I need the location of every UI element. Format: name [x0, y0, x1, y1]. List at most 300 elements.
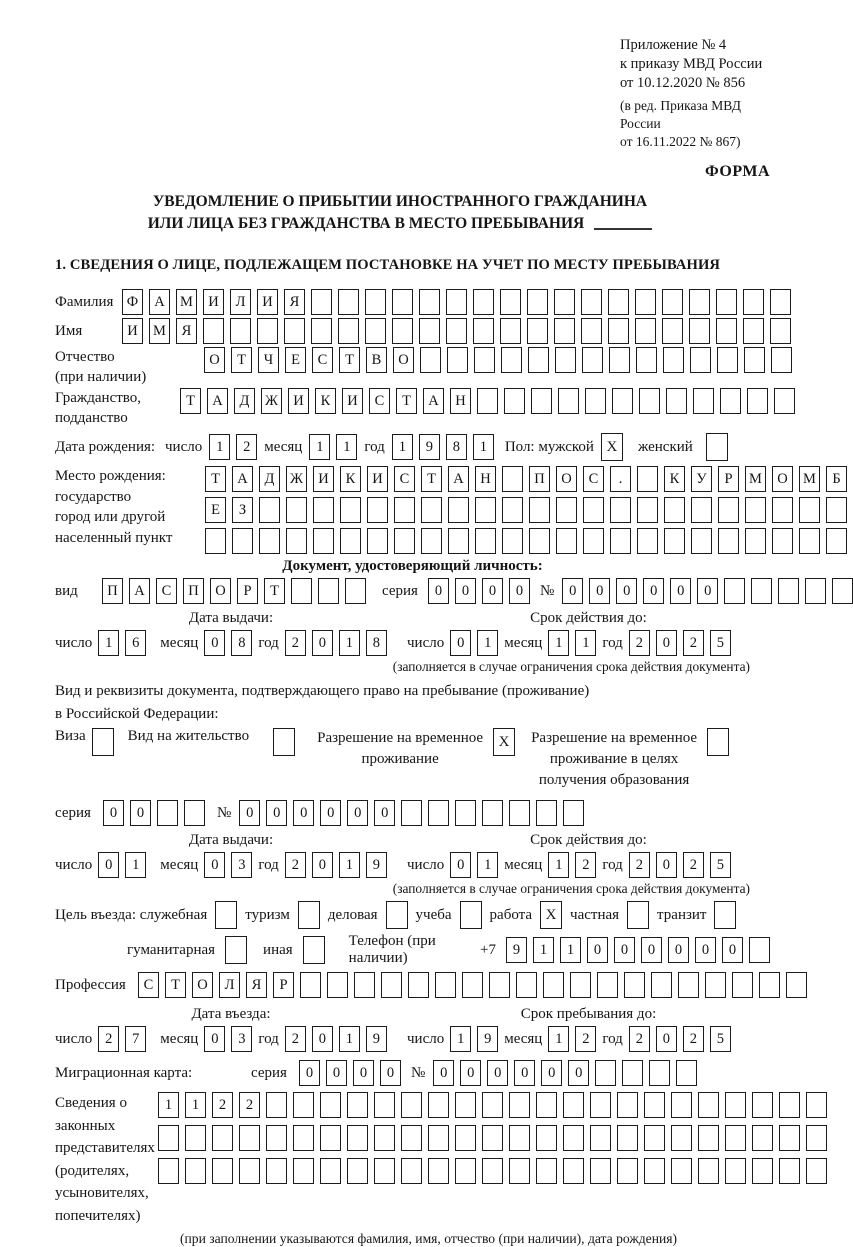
char-cell[interactable]	[259, 528, 280, 554]
char-cell[interactable]	[300, 972, 321, 998]
char-cell[interactable]: Т	[339, 347, 360, 373]
birth-month-boxes[interactable]	[309, 434, 357, 460]
entry-month-boxes[interactable]	[204, 1026, 252, 1052]
char-cell[interactable]: М	[176, 289, 197, 315]
char-cell[interactable]	[799, 528, 820, 554]
char-cell[interactable]: 0	[656, 852, 677, 878]
char-cell[interactable]	[717, 347, 738, 373]
char-cell[interactable]	[502, 497, 523, 523]
char-cell[interactable]: Д	[234, 388, 255, 414]
char-cell[interactable]: 1	[477, 852, 498, 878]
phone-boxes[interactable]	[506, 937, 770, 963]
char-cell[interactable]	[482, 1158, 503, 1184]
char-cell[interactable]	[608, 318, 629, 344]
char-cell[interactable]	[419, 318, 440, 344]
char-cell[interactable]: 0	[428, 578, 449, 604]
char-cell[interactable]: Е	[285, 347, 306, 373]
char-cell[interactable]	[185, 1125, 206, 1151]
char-cell[interactable]	[392, 318, 413, 344]
char-cell[interactable]: 0	[695, 937, 716, 963]
res-issue-year-boxes[interactable]	[285, 852, 387, 878]
chastnaya-checkbox[interactable]	[627, 901, 649, 929]
char-cell[interactable]	[340, 528, 361, 554]
char-cell[interactable]: 1	[473, 434, 494, 460]
char-cell[interactable]: Т	[421, 466, 442, 492]
gumanitarnaya-checkbox[interactable]	[225, 936, 247, 964]
char-cell[interactable]: 1	[548, 852, 569, 878]
entry-year-boxes[interactable]	[285, 1026, 387, 1052]
char-cell[interactable]	[408, 972, 429, 998]
char-cell[interactable]: О	[393, 347, 414, 373]
char-cell[interactable]	[610, 497, 631, 523]
char-cell[interactable]: М	[745, 466, 766, 492]
char-cell[interactable]	[266, 1092, 287, 1118]
char-cell[interactable]	[374, 1092, 395, 1118]
char-cell[interactable]: А	[129, 578, 150, 604]
legal-reps-row3-boxes[interactable]	[158, 1158, 827, 1184]
char-cell[interactable]	[536, 800, 557, 826]
char-cell[interactable]: 5	[710, 1026, 731, 1052]
char-cell[interactable]: С	[394, 466, 415, 492]
char-cell[interactable]: 9	[366, 1026, 387, 1052]
char-cell[interactable]: 0	[266, 800, 287, 826]
char-cell[interactable]: К	[315, 388, 336, 414]
char-cell[interactable]	[475, 528, 496, 554]
patronymic-boxes[interactable]	[204, 347, 792, 373]
char-cell[interactable]: П	[102, 578, 123, 604]
char-cell[interactable]	[637, 528, 658, 554]
char-cell[interactable]: Т	[205, 466, 226, 492]
char-cell[interactable]: А	[448, 466, 469, 492]
char-cell[interactable]	[482, 1125, 503, 1151]
char-cell[interactable]	[475, 497, 496, 523]
char-cell[interactable]: 2	[98, 1026, 119, 1052]
char-cell[interactable]	[286, 528, 307, 554]
char-cell[interactable]	[556, 497, 577, 523]
char-cell[interactable]	[806, 1092, 827, 1118]
char-cell[interactable]: Т	[165, 972, 186, 998]
char-cell[interactable]	[597, 972, 618, 998]
char-cell[interactable]	[500, 318, 521, 344]
char-cell[interactable]	[678, 972, 699, 998]
char-cell[interactable]: 2	[683, 630, 704, 656]
char-cell[interactable]	[799, 497, 820, 523]
char-cell[interactable]	[446, 289, 467, 315]
char-cell[interactable]	[205, 528, 226, 554]
char-cell[interactable]: П	[529, 466, 550, 492]
char-cell[interactable]: 3	[231, 852, 252, 878]
char-cell[interactable]: С	[138, 972, 159, 998]
char-cell[interactable]: 1	[336, 434, 357, 460]
char-cell[interactable]	[582, 347, 603, 373]
char-cell[interactable]	[583, 497, 604, 523]
char-cell[interactable]	[663, 347, 684, 373]
char-cell[interactable]: К	[664, 466, 685, 492]
char-cell[interactable]: 0	[239, 800, 260, 826]
char-cell[interactable]	[671, 1125, 692, 1151]
char-cell[interactable]: 0	[353, 1060, 374, 1086]
legal-reps-row1-boxes[interactable]	[158, 1092, 827, 1118]
char-cell[interactable]	[320, 1158, 341, 1184]
char-cell[interactable]	[509, 1125, 530, 1151]
char-cell[interactable]: Я	[176, 318, 197, 344]
char-cell[interactable]: 0	[697, 578, 718, 604]
char-cell[interactable]	[745, 528, 766, 554]
char-cell[interactable]	[725, 1092, 746, 1118]
char-cell[interactable]: 0	[204, 630, 225, 656]
char-cell[interactable]	[581, 289, 602, 315]
char-cell[interactable]	[563, 1158, 584, 1184]
char-cell[interactable]	[732, 972, 753, 998]
char-cell[interactable]: И	[203, 289, 224, 315]
char-cell[interactable]	[666, 388, 687, 414]
char-cell[interactable]	[184, 800, 205, 826]
char-cell[interactable]: 0	[614, 937, 635, 963]
char-cell[interactable]: 9	[506, 937, 527, 963]
stay-year-boxes[interactable]	[629, 1026, 731, 1052]
char-cell[interactable]: 1	[339, 1026, 360, 1052]
char-cell[interactable]: 3	[231, 1026, 252, 1052]
char-cell[interactable]	[805, 578, 826, 604]
char-cell[interactable]	[612, 388, 633, 414]
char-cell[interactable]	[583, 528, 604, 554]
doc-valid-month-boxes[interactable]	[548, 630, 596, 656]
char-cell[interactable]	[617, 1158, 638, 1184]
char-cell[interactable]	[770, 318, 791, 344]
res-valid-year-boxes[interactable]	[629, 852, 731, 878]
char-cell[interactable]: Д	[259, 466, 280, 492]
char-cell[interactable]	[608, 289, 629, 315]
char-cell[interactable]: Л	[219, 972, 240, 998]
doc-valid-year-boxes[interactable]	[629, 630, 731, 656]
char-cell[interactable]	[482, 800, 503, 826]
char-cell[interactable]: 0	[204, 852, 225, 878]
char-cell[interactable]: 1	[450, 1026, 471, 1052]
char-cell[interactable]: 2	[575, 1026, 596, 1052]
char-cell[interactable]	[293, 1125, 314, 1151]
char-cell[interactable]	[212, 1125, 233, 1151]
char-cell[interactable]	[716, 318, 737, 344]
char-cell[interactable]	[401, 1125, 422, 1151]
char-cell[interactable]	[338, 289, 359, 315]
char-cell[interactable]	[826, 497, 847, 523]
birth-place-row2-boxes[interactable]	[205, 497, 847, 523]
temp-residence-checkbox[interactable]: X	[493, 728, 515, 756]
char-cell[interactable]	[644, 1158, 665, 1184]
char-cell[interactable]: 1	[548, 1026, 569, 1052]
char-cell[interactable]	[689, 289, 710, 315]
char-cell[interactable]	[347, 1092, 368, 1118]
temp-residence-edu-checkbox[interactable]	[707, 728, 729, 756]
char-cell[interactable]: 9	[477, 1026, 498, 1052]
char-cell[interactable]: 0	[482, 578, 503, 604]
char-cell[interactable]: 0	[455, 578, 476, 604]
char-cell[interactable]	[691, 497, 712, 523]
char-cell[interactable]: 0	[656, 1026, 677, 1052]
doc-type-boxes[interactable]	[102, 578, 366, 604]
char-cell[interactable]: 0	[589, 578, 610, 604]
char-cell[interactable]	[563, 1092, 584, 1118]
char-cell[interactable]: 0	[98, 852, 119, 878]
char-cell[interactable]: 1	[158, 1092, 179, 1118]
char-cell[interactable]	[291, 578, 312, 604]
char-cell[interactable]	[644, 1092, 665, 1118]
char-cell[interactable]	[617, 1092, 638, 1118]
char-cell[interactable]: 0	[668, 937, 689, 963]
char-cell[interactable]: Б	[826, 466, 847, 492]
char-cell[interactable]	[770, 289, 791, 315]
char-cell[interactable]	[158, 1158, 179, 1184]
gender-female-checkbox[interactable]	[706, 433, 728, 461]
char-cell[interactable]	[745, 497, 766, 523]
doc-number-boxes[interactable]	[562, 578, 853, 604]
turizm-checkbox[interactable]	[298, 901, 320, 929]
char-cell[interactable]	[590, 1125, 611, 1151]
char-cell[interactable]	[698, 1092, 719, 1118]
char-cell[interactable]	[374, 1158, 395, 1184]
char-cell[interactable]	[570, 972, 591, 998]
char-cell[interactable]	[320, 1092, 341, 1118]
char-cell[interactable]: У	[691, 466, 712, 492]
char-cell[interactable]	[509, 1092, 530, 1118]
char-cell[interactable]: М	[799, 466, 820, 492]
char-cell[interactable]	[531, 388, 552, 414]
char-cell[interactable]	[311, 318, 332, 344]
char-cell[interactable]: 2	[575, 852, 596, 878]
char-cell[interactable]	[664, 528, 685, 554]
birth-day-boxes[interactable]	[209, 434, 257, 460]
doc-valid-day-boxes[interactable]	[450, 630, 498, 656]
char-cell[interactable]: 0	[562, 578, 583, 604]
char-cell[interactable]: 5	[710, 630, 731, 656]
char-cell[interactable]	[421, 528, 442, 554]
char-cell[interactable]	[635, 289, 656, 315]
char-cell[interactable]	[500, 289, 521, 315]
char-cell[interactable]	[698, 1125, 719, 1151]
char-cell[interactable]: Я	[246, 972, 267, 998]
char-cell[interactable]	[759, 972, 780, 998]
char-cell[interactable]: 2	[629, 1026, 650, 1052]
char-cell[interactable]	[420, 347, 441, 373]
char-cell[interactable]	[720, 388, 741, 414]
char-cell[interactable]	[558, 388, 579, 414]
char-cell[interactable]	[749, 937, 770, 963]
char-cell[interactable]	[401, 1158, 422, 1184]
char-cell[interactable]: 1	[339, 630, 360, 656]
char-cell[interactable]: 2	[285, 630, 306, 656]
char-cell[interactable]	[529, 497, 550, 523]
char-cell[interactable]: 0	[326, 1060, 347, 1086]
char-cell[interactable]	[752, 1125, 773, 1151]
char-cell[interactable]	[477, 388, 498, 414]
char-cell[interactable]	[563, 800, 584, 826]
char-cell[interactable]	[639, 388, 660, 414]
char-cell[interactable]	[786, 972, 807, 998]
res-valid-day-boxes[interactable]	[450, 852, 498, 878]
char-cell[interactable]	[528, 347, 549, 373]
char-cell[interactable]	[635, 318, 656, 344]
mig-number-boxes[interactable]	[433, 1060, 697, 1086]
char-cell[interactable]	[286, 497, 307, 523]
char-cell[interactable]	[536, 1158, 557, 1184]
char-cell[interactable]: Р	[273, 972, 294, 998]
stay-day-boxes[interactable]	[450, 1026, 498, 1052]
char-cell[interactable]	[239, 1158, 260, 1184]
char-cell[interactable]: 0	[487, 1060, 508, 1086]
char-cell[interactable]: 2	[236, 434, 257, 460]
char-cell[interactable]: 5	[710, 852, 731, 878]
char-cell[interactable]: Ч	[258, 347, 279, 373]
char-cell[interactable]	[662, 318, 683, 344]
char-cell[interactable]	[662, 289, 683, 315]
char-cell[interactable]	[338, 318, 359, 344]
rabota-checkbox[interactable]: X	[540, 901, 562, 929]
char-cell[interactable]	[428, 1092, 449, 1118]
res-series-boxes[interactable]	[103, 800, 205, 826]
char-cell[interactable]	[185, 1158, 206, 1184]
char-cell[interactable]	[527, 318, 548, 344]
char-cell[interactable]	[590, 1092, 611, 1118]
char-cell[interactable]	[482, 1092, 503, 1118]
char-cell[interactable]	[751, 578, 772, 604]
char-cell[interactable]	[428, 800, 449, 826]
char-cell[interactable]: Н	[450, 388, 471, 414]
char-cell[interactable]	[455, 1125, 476, 1151]
char-cell[interactable]	[610, 528, 631, 554]
char-cell[interactable]: 2	[212, 1092, 233, 1118]
char-cell[interactable]	[527, 289, 548, 315]
res-issue-month-boxes[interactable]	[204, 852, 252, 878]
char-cell[interactable]: М	[149, 318, 170, 344]
char-cell[interactable]: И	[367, 466, 388, 492]
char-cell[interactable]	[455, 800, 476, 826]
char-cell[interactable]: П	[183, 578, 204, 604]
char-cell[interactable]	[381, 972, 402, 998]
res-issue-day-boxes[interactable]	[98, 852, 146, 878]
char-cell[interactable]	[536, 1125, 557, 1151]
char-cell[interactable]: 9	[419, 434, 440, 460]
char-cell[interactable]: 0	[514, 1060, 535, 1086]
char-cell[interactable]: 0	[380, 1060, 401, 1086]
char-cell[interactable]	[649, 1060, 670, 1086]
char-cell[interactable]	[718, 528, 739, 554]
char-cell[interactable]	[293, 1092, 314, 1118]
char-cell[interactable]: И	[122, 318, 143, 344]
char-cell[interactable]	[716, 289, 737, 315]
char-cell[interactable]	[554, 318, 575, 344]
char-cell[interactable]	[447, 347, 468, 373]
doc-issue-year-boxes[interactable]	[285, 630, 387, 656]
char-cell[interactable]: 0	[656, 630, 677, 656]
char-cell[interactable]: 2	[629, 630, 650, 656]
char-cell[interactable]	[516, 972, 537, 998]
char-cell[interactable]: О	[556, 466, 577, 492]
char-cell[interactable]	[401, 800, 422, 826]
char-cell[interactable]: 0	[450, 852, 471, 878]
char-cell[interactable]: 1	[477, 630, 498, 656]
char-cell[interactable]: 1	[339, 852, 360, 878]
name-boxes[interactable]	[122, 318, 791, 344]
char-cell[interactable]: С	[583, 466, 604, 492]
stay-month-boxes[interactable]	[548, 1026, 596, 1052]
char-cell[interactable]: 0	[312, 852, 333, 878]
gender-male-checkbox[interactable]: X	[601, 433, 623, 461]
char-cell[interactable]: 1	[560, 937, 581, 963]
char-cell[interactable]: 1	[575, 630, 596, 656]
char-cell[interactable]: Т	[396, 388, 417, 414]
char-cell[interactable]	[664, 497, 685, 523]
char-cell[interactable]: 2	[683, 1026, 704, 1052]
char-cell[interactable]	[448, 528, 469, 554]
char-cell[interactable]	[725, 1158, 746, 1184]
char-cell[interactable]	[502, 528, 523, 554]
char-cell[interactable]: З	[232, 497, 253, 523]
char-cell[interactable]	[257, 318, 278, 344]
char-cell[interactable]: 1	[98, 630, 119, 656]
inaya-checkbox[interactable]	[303, 936, 325, 964]
char-cell[interactable]: 0	[374, 800, 395, 826]
char-cell[interactable]	[394, 528, 415, 554]
char-cell[interactable]	[636, 347, 657, 373]
char-cell[interactable]: 0	[509, 578, 530, 604]
char-cell[interactable]	[752, 1092, 773, 1118]
char-cell[interactable]: 8	[366, 630, 387, 656]
char-cell[interactable]	[705, 972, 726, 998]
tranzit-checkbox[interactable]	[714, 901, 736, 929]
char-cell[interactable]: И	[257, 289, 278, 315]
char-cell[interactable]	[671, 1158, 692, 1184]
char-cell[interactable]	[622, 1060, 643, 1086]
char-cell[interactable]: А	[232, 466, 253, 492]
char-cell[interactable]: Я	[284, 289, 305, 315]
birth-place-row3-boxes[interactable]	[205, 528, 847, 554]
char-cell[interactable]: Т	[180, 388, 201, 414]
char-cell[interactable]	[671, 1092, 692, 1118]
char-cell[interactable]: 0	[130, 800, 151, 826]
char-cell[interactable]	[203, 318, 224, 344]
char-cell[interactable]: 1	[533, 937, 554, 963]
char-cell[interactable]: Т	[231, 347, 252, 373]
char-cell[interactable]: 0	[204, 1026, 225, 1052]
char-cell[interactable]	[806, 1158, 827, 1184]
char-cell[interactable]	[554, 289, 575, 315]
char-cell[interactable]	[428, 1158, 449, 1184]
res-number-boxes[interactable]	[239, 800, 584, 826]
char-cell[interactable]	[455, 1092, 476, 1118]
char-cell[interactable]: Т	[264, 578, 285, 604]
char-cell[interactable]	[556, 528, 577, 554]
res-valid-month-boxes[interactable]	[548, 852, 596, 878]
char-cell[interactable]	[345, 578, 366, 604]
char-cell[interactable]	[617, 1125, 638, 1151]
char-cell[interactable]	[771, 347, 792, 373]
char-cell[interactable]: И	[313, 466, 334, 492]
char-cell[interactable]	[365, 318, 386, 344]
char-cell[interactable]: 0	[460, 1060, 481, 1086]
char-cell[interactable]	[313, 528, 334, 554]
char-cell[interactable]	[489, 972, 510, 998]
char-cell[interactable]	[595, 1060, 616, 1086]
char-cell[interactable]	[428, 1125, 449, 1151]
char-cell[interactable]: 1	[185, 1092, 206, 1118]
char-cell[interactable]: 2	[629, 852, 650, 878]
birth-place-row1-boxes[interactable]	[205, 466, 847, 492]
char-cell[interactable]: И	[288, 388, 309, 414]
char-cell[interactable]: 0	[541, 1060, 562, 1086]
char-cell[interactable]: Ж	[286, 466, 307, 492]
char-cell[interactable]	[690, 347, 711, 373]
char-cell[interactable]	[555, 347, 576, 373]
